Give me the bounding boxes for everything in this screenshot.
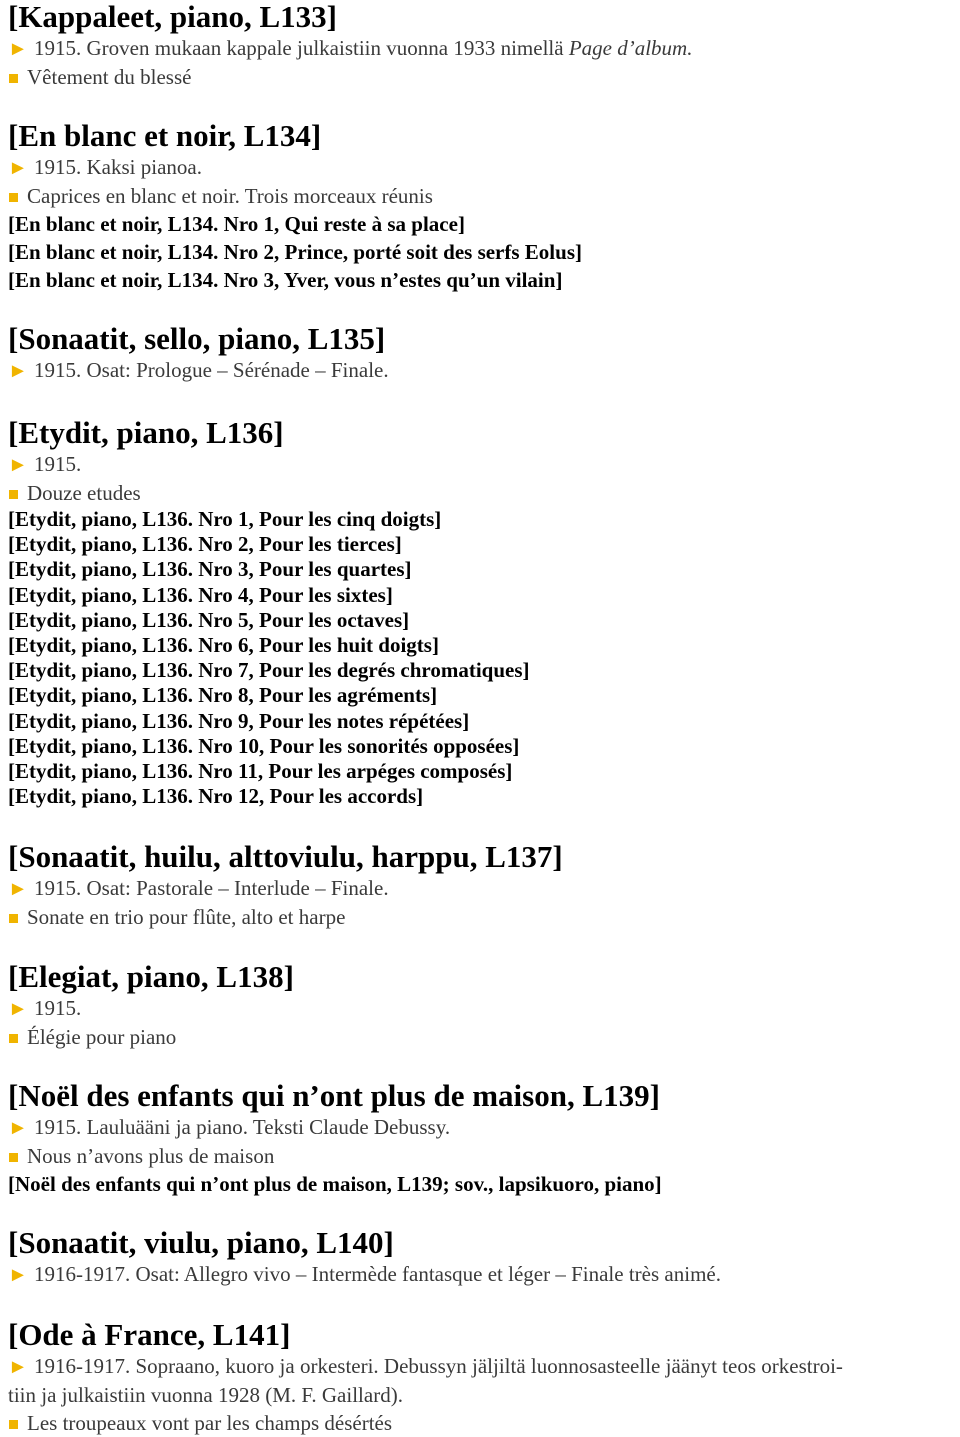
triangle-right-icon: ► [8,454,28,476]
entry-info: ► 1915. Kaksi pianoa. [8,153,582,182]
entry-info: ► 1915. Osat: Pastorale – Interlude – Finale. [8,874,563,903]
entry-title: [Kappaleet, piano, L133] [8,0,337,34]
entry-alt-title: Douze etudes [8,479,530,507]
triangle-right-icon: ► [8,1264,28,1286]
sub-entry: [Etydit, piano, L136. Nro 10, Pour les sonorités opposées] [8,733,520,758]
entry-alt-title: Nous n’avons plus de maison [8,1142,662,1170]
entry-alt-title: Caprices en blanc et noir. Trois morceaux réunis [8,182,582,210]
sub-entry: [Etydit, piano, L136. Nro 5, Pour les octaves] [8,607,410,632]
entry-l135 [8,322,389,385]
entry-title: [Noël des enfants qui n’ont plus de maison, L139] [8,1078,660,1113]
entry-title: [Sonaatit, viulu, piano, L140] [8,1225,394,1260]
entry-l138 [8,960,294,1051]
entry-l140 [8,1226,721,1289]
entry-l137 [8,840,563,931]
sub-entry: [Etydit, piano, L136. Nro 7, Pour les degrés chromatiques] [8,658,530,683]
entry-title: [Elegiat, piano, L138] [8,959,294,994]
entry-alt-title: Élégie pour piano [8,1023,294,1051]
entry-l133 [8,0,692,91]
square-bullet-icon [9,1420,18,1429]
square-bullet-icon [9,193,18,202]
entry-alt-title: Les troupeaux vont par les champs désértés [8,1409,843,1437]
entry-info: ► 1915. Groven mukaan kappale julkaistiin vuonna 1933 nimellä Page d’album. [8,34,692,63]
triangle-right-icon: ► [8,1117,28,1139]
sub-entry: [Etydit, piano, L136. Nro 11, Pour les arpéges composés] [8,759,513,784]
entry-title: [Sonaatit, huilu, alttoviulu, harppu, L137] [8,839,563,874]
triangle-right-icon: ► [8,360,28,382]
sub-entry: [En blanc et noir, L134. Nro 3, Yver, vous n’estes qu’un vilain] [8,268,563,292]
sub-entry: [En blanc et noir, L134. Nro 2, Prince, porté soit des serfs Eolus] [8,240,582,264]
square-bullet-icon [9,1034,18,1043]
sub-entry: [Etydit, piano, L136. Nro 1, Pour les cinq doigts] [8,507,442,531]
entry-info: ► 1916-1917. Osat: Allegro vivo – Intermède fantasque et léger – Finale très animé. [8,1260,721,1289]
sub-entry: [Etydit, piano, L136. Nro 12, Pour les accords] [8,784,424,809]
entry-info: ► 1915. [8,994,294,1023]
square-bullet-icon [9,914,18,923]
triangle-right-icon: ► [8,157,28,179]
entry-info: ► 1915. Lauluääni ja piano. Teksti Claude Debussy. [8,1113,662,1142]
sub-entry: [Etydit, piano, L136. Nro 3, Pour les quartes] [8,557,412,582]
entry-title: [Etydit, piano, L136] [8,415,284,450]
entry-title: [En blanc et noir, L134] [8,118,322,153]
entry-alt-title: Vêtement du blessé [8,63,692,91]
sub-entry: [Etydit, piano, L136. Nro 2, Pour les tierces] [8,532,402,557]
entry-info: ► 1915. Osat: Prologue – Sérénade – Finale. [8,356,389,385]
entry-info: ► 1915. [8,450,530,479]
entry-l139 [8,1079,662,1198]
square-bullet-icon [9,74,18,83]
sub-entry: [Etydit, piano, L136. Nro 9, Pour les notes répétées] [8,708,470,733]
sub-entry: [Etydit, piano, L136. Nro 6, Pour les huit doigts] [8,633,439,658]
triangle-right-icon: ► [8,38,28,60]
sub-entry: [Etydit, piano, L136. Nro 4, Pour les sixtes] [8,582,393,607]
square-bullet-icon [9,490,18,499]
triangle-right-icon: ► [8,998,28,1020]
sub-entry: [En blanc et noir, L134. Nro 1, Qui reste à sa place] [8,212,465,236]
entry-info: ► 1916-1917. Sopraano, kuoro ja orkesteri. Debussyn jäljiltä luonnosasteelle jäänyt teos orkestroi- [8,1352,843,1381]
square-bullet-icon [9,1153,18,1162]
entry-info-continued: tiin ja julkaistiin vuonna 1928 (M. F. Gaillard). [8,1383,403,1407]
triangle-right-icon: ► [8,1356,28,1378]
entry-alt-title: Sonate en trio pour flûte, alto et harpe [8,903,563,931]
triangle-right-icon: ► [8,878,28,900]
entry-l136 [8,416,530,809]
entry-l141 [8,1318,843,1437]
sub-entry: [Noël des enfants qui n’ont plus de maison, L139; sov., lapsikuoro, piano] [8,1172,662,1196]
sub-entry: [Etydit, piano, L136. Nro 8, Pour les agréments] [8,683,438,708]
entry-l134 [8,119,582,294]
entry-title: [Ode à France, L141] [8,1317,291,1352]
entry-title: [Sonaatit, sello, piano, L135] [8,321,386,356]
